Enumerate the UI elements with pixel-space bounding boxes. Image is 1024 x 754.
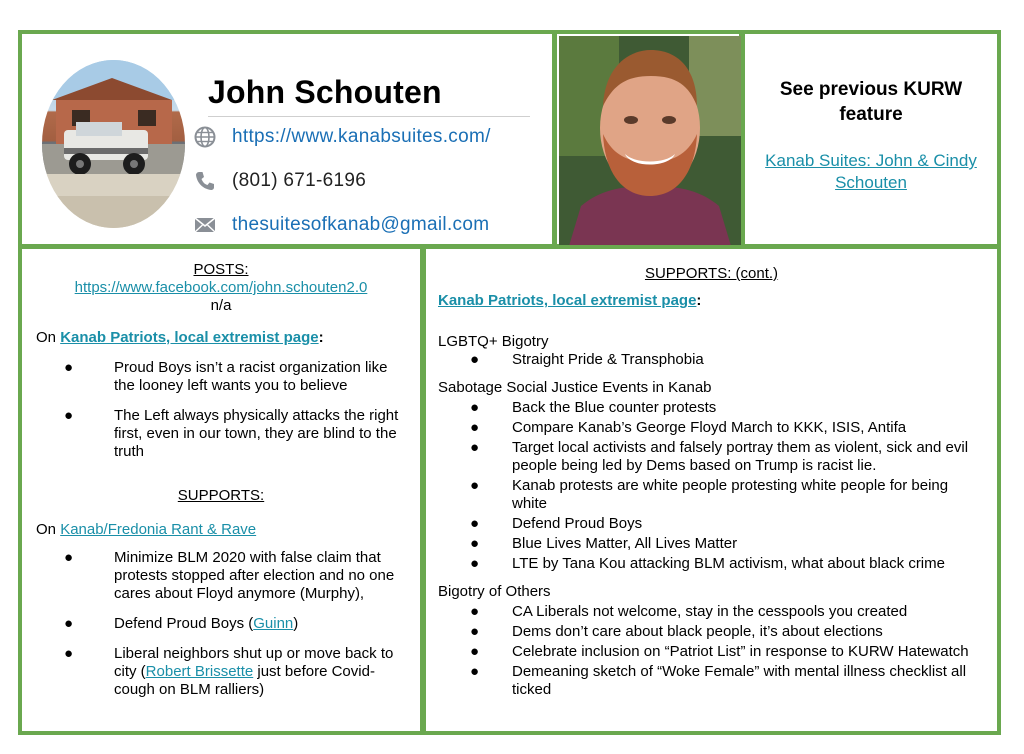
supports-cont-panel — [422, 245, 1001, 735]
supports-cont-heading: SUPPORTS: (cont.) — [644, 265, 779, 282]
group-bigotry-list — [470, 603, 980, 699]
avatar — [42, 60, 185, 228]
kanab-patriots-link[interactable]: Kanab Patriots, local extremist page — [60, 329, 319, 346]
headshot-photo — [553, 30, 743, 248]
on-prefix: On — [36, 329, 61, 346]
list-item: ● Minimize BLM 2020 with false claim that protests stopped after election and no one cares about Floyd anymore (Murphy), — [64, 549, 395, 602]
facebook-profile-link[interactable]: https://www.facebook.com/john.schouten2.0 — [74, 279, 368, 296]
list-item: ● Defend Proud Boys (Guinn) — [64, 615, 299, 632]
website-row — [192, 122, 491, 152]
page2-list — [64, 549, 409, 699]
list-item: ● Compare Kanab’s George Floyd March to KKK, ISIS, Antifa — [470, 419, 907, 436]
headshot-image — [559, 36, 737, 242]
posts-na: n/a — [210, 297, 232, 314]
globe-icon — [192, 126, 218, 148]
phone-number[interactable]: (801) 671-6196 — [232, 170, 367, 191]
group-lgbtq-title: LGBTQ+ Bigotry — [438, 333, 549, 350]
profile-name: John Schouten — [208, 74, 442, 110]
rant-rave-link[interactable]: Kanab/Fredonia Rant & Rave — [60, 521, 257, 538]
page1-list — [64, 359, 409, 461]
mail-icon — [192, 216, 218, 234]
phone-icon — [192, 170, 218, 192]
guinn-link[interactable]: Guinn — [253, 615, 294, 632]
page-line: Kanab Patriots, local extremist page: — [438, 292, 702, 309]
list-item: ● Dems don’t care about black people, it’s about elections — [470, 623, 883, 640]
website-link[interactable]: https://www.kanabsuites.com/ — [232, 126, 491, 147]
group-sabotage-list — [470, 399, 980, 573]
list-item: ● Demeaning sketch of “Woke Female” with mental illness checklist all ticked — [470, 663, 967, 698]
previous-feature-link[interactable]: Kanab Suites: John & Cindy Schouten — [765, 151, 977, 193]
list-item: ● Blue Lives Matter, All Lives Matter — [470, 535, 738, 552]
list-item: ● Liberal neighbors shut up or move back to city (Robert Brissette just before Covid-cough on BLM ralliers) — [64, 645, 394, 698]
on-prefix: On — [36, 521, 61, 538]
supports-heading: SUPPORTS: — [177, 487, 265, 504]
previous-feature-panel — [741, 30, 1001, 248]
group-sabotage-title: Sabotage Social Justice Events in Kanab — [438, 379, 712, 396]
list-item: ● Back the Blue counter protests — [470, 399, 717, 416]
list-item: ● Celebrate inclusion on “Patriot List” in response to KURW Hatewatch — [470, 643, 969, 660]
list-item: ● Target local activists and falsely portray them as violent, sick and evil people being led by Dems based on Trump is racist lie. — [470, 439, 969, 474]
group-lgbtq-list — [470, 351, 980, 369]
group-bigotry-title: Bigotry of Others — [438, 583, 551, 600]
phone-row — [192, 166, 366, 196]
email-row — [192, 210, 489, 240]
colon: : — [318, 329, 324, 346]
list-item: ● CA Liberals not welcome, stay in the cesspools you created — [470, 603, 908, 620]
list-item: ● LTE by Tana Kou attacking BLM activism, what about black crime — [470, 555, 945, 572]
list-item: ● Kanab protests are white people protesting white people for being white — [470, 477, 949, 512]
list-item: ● The Left always physically attacks the right first, even in our town, they are blind to the truth — [64, 407, 399, 460]
robert-brissette-link[interactable]: Robert Brissette — [145, 663, 254, 680]
list-item: ● Proud Boys isn’t a racist organization like the looney left wants you to believe — [64, 359, 388, 394]
truck-photo — [42, 60, 185, 228]
list-item: ● Defend Proud Boys — [470, 515, 643, 532]
page2-line — [36, 521, 256, 538]
kanab-patriots-link[interactable]: Kanab Patriots, local extremist page — [438, 292, 697, 309]
name-divider — [208, 116, 530, 117]
list-item: ● Straight Pride & Transphobia — [470, 351, 704, 368]
posts-panel — [18, 245, 424, 735]
page1-line — [36, 329, 324, 346]
posts-heading: POSTS: — [193, 261, 249, 278]
contact-card — [18, 30, 556, 248]
previous-feature-title: See previous KURW feature — [779, 79, 963, 125]
email-link[interactable]: thesuitesofkanab@gmail.com — [232, 214, 490, 235]
